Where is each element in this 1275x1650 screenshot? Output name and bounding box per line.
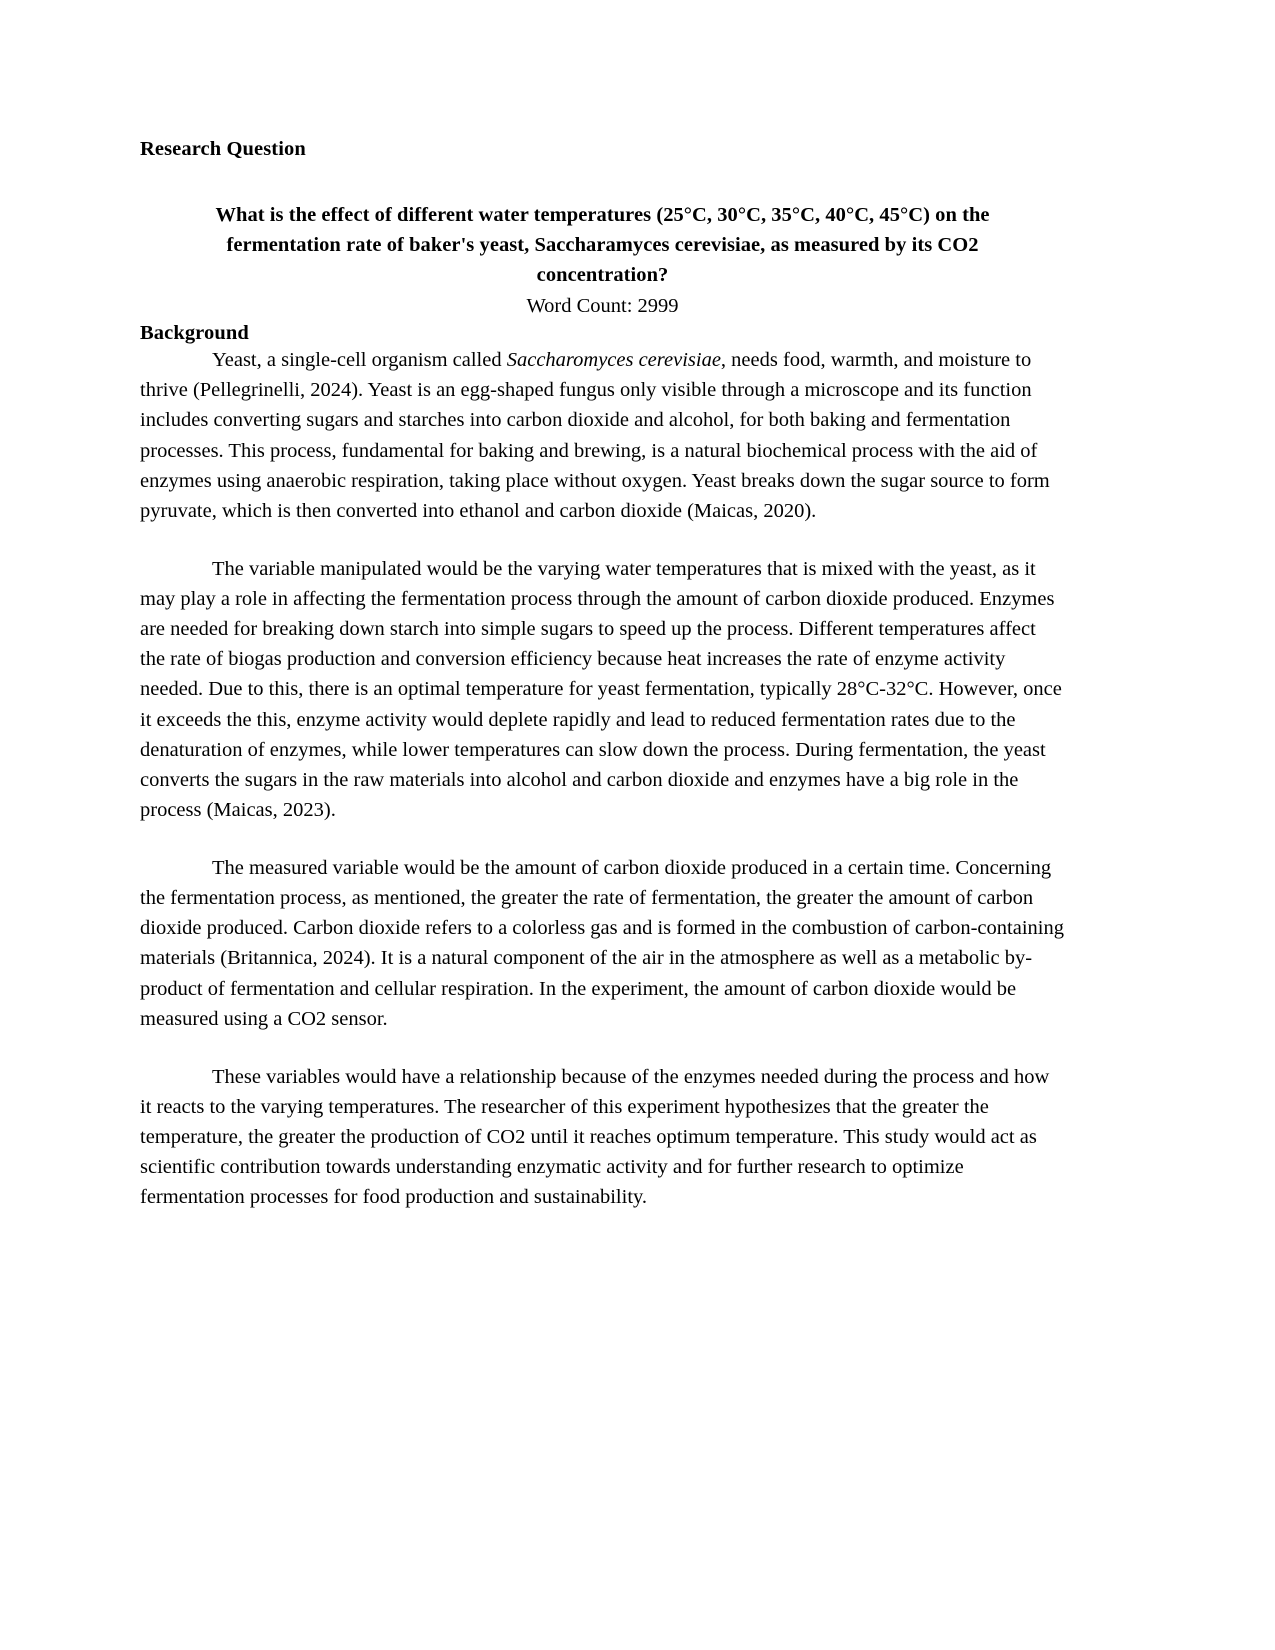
background-heading: Background: [140, 321, 249, 344]
paragraph-background-4: These variables would have a relationship because of the enzymes needed during the process and how it reacts to the varying temperatures. The researcher of this experiment hypothesizes that the greater the temperature, the greater the production of CO2 until it reaches optimum temperature. This study would act as scientific contribution towards understanding enzymatic activity and for further research to optimize fermentation processes for food production and sustainability.: [140, 1065, 1050, 1209]
research-question-title: What is the effect of different water temperatures (25°C, 30°C, 35°C, 40°C, 45°C) on the fermentation rate of baker's yeast, Saccharamyces cerevisiae, as measured by its CO2 concentration?: [215, 203, 990, 286]
word-count-label: Word Count: 2999: [526, 294, 679, 317]
paragraph-background-2: The variable manipulated would be the varying water temperatures that is mixed with the yeast, as it may play a role in affecting the fermentation process through the amount of carbon dioxide produced. Enzymes are needed for breaking down starch into simple sugars to speed up the process. Different temperatures affect the rate of biogas production and conversion efficiency because heat increases the rate of enzyme activity needed. Due to this, there is an optimal temperature for yeast fermentation, typically 28°C-32°C. However, once it exceeds the this, enzyme activity would deplete rapidly and lead to reduced fermentation rates due to the denaturation of enzymes, while lower temperatures can slow down the process. During fermentation, the yeast converts the sugars in the raw materials into alcohol and carbon dioxide and enzymes have a big role in the process (Maicas, 2023).: [140, 557, 1062, 821]
paragraph-1-text-after-italic: , needs food, warmth, and moisture to thrive (Pellegrinelli, 2024). Yeast is an egg-shaped fungus only visible through a microscope and its function includes converting sugars and starches into carbon dioxide and alcohol, for both baking and fermentation processes. This process, fundamental for baking and brewing, is a natural biochemical process with the aid of enzymes using anaerobic respiration, taking place without oxygen. Yeast breaks down the sugar source to form pyruvate, which is then converted into ethanol and carbon dioxide (Maicas, 2020).: [140, 349, 1050, 522]
document-body: [140, 138, 1065, 1212]
paragraph-1-text-before-italic: Yeast, a single-cell organism called: [212, 349, 507, 372]
research-question-heading: Research Question: [140, 138, 306, 160]
species-name-italic: Saccharomyces cerevisiae: [506, 349, 721, 372]
paragraph-background-1: [140, 345, 1065, 526]
paragraph-background-3: The measured variable would be the amount of carbon dioxide produced in a certain time. Concerning the fermentation process, as mentioned, the greater the rate of fermentation, the greater the amount of carbon dioxide produced. Carbon dioxide refers to a colorless gas and is formed in the combustion of carbon-containing materials (Britannica, 2024). It is a natural component of the air in the atmosphere as well as a metabolic by-product of fermentation and cellular respiration. In the experiment, the amount of carbon dioxide would be measured using a CO2 sensor.: [140, 857, 1064, 1030]
